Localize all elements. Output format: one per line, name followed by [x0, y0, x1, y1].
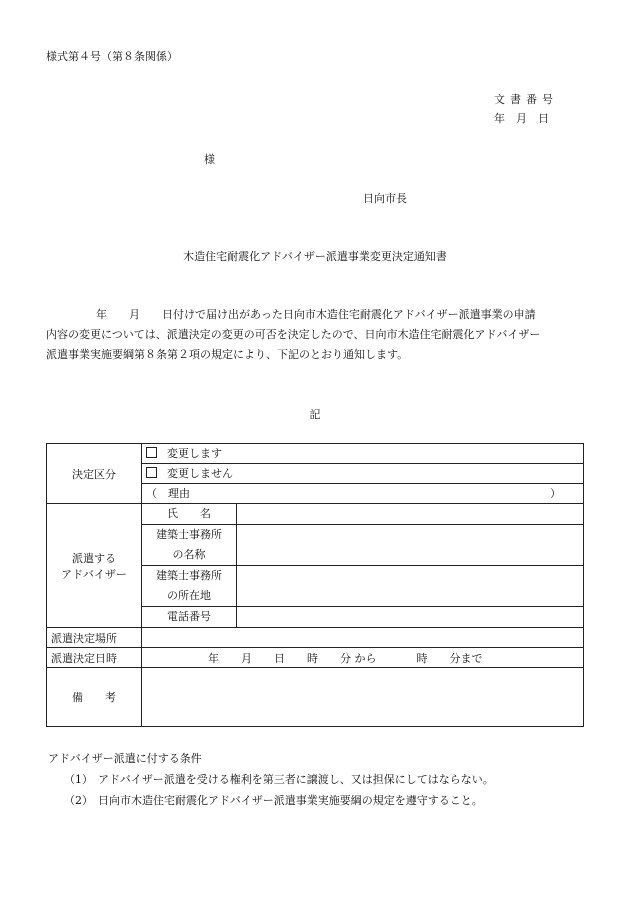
place-value[interactable]: [142, 628, 584, 648]
conditions-title: アドバイザー派遣に付する条件: [48, 752, 202, 765]
reason-close-paren: ）: [550, 487, 561, 500]
checkbox-no-change[interactable]: [146, 467, 157, 478]
reason-cell[interactable]: [142, 484, 584, 504]
option-change-label: 変更します: [167, 447, 222, 460]
office-address-line-1: 建築士事務所: [156, 569, 222, 582]
office-address-line-2: の所在地: [167, 589, 211, 602]
option-no-change-label: 変更しません: [167, 467, 233, 480]
remarks-label: 備 考: [47, 668, 142, 727]
body-paragraph: [46, 305, 586, 365]
datetime-year: 年: [208, 651, 219, 665]
datetime-minute-from: 分 から: [340, 651, 377, 665]
datetime-day: 日: [274, 651, 285, 665]
checkbox-change[interactable]: [146, 447, 157, 458]
office-name-line-1: 建築士事務所: [156, 528, 222, 541]
sender: 日向市長: [363, 192, 407, 205]
body-line-1: 年 月 日付けで届け出があった日向市木造住宅耐震化アドバイザー派遣事業の申請: [96, 308, 536, 321]
document-date-label: 年 月 日: [494, 112, 549, 125]
advisor-label-line-2: アドバイザー: [61, 567, 127, 581]
office-name-line-2: の名称: [172, 548, 206, 561]
datetime-value[interactable]: [142, 648, 584, 668]
name-value[interactable]: [237, 504, 584, 525]
condition-text: アドバイザー派遣を受ける権利を第三者に譲渡し、又は担保にしてはならない。: [98, 773, 494, 786]
decision-option-1-cell: [142, 444, 584, 464]
advisor-label-line-1: 派遣する: [72, 551, 116, 565]
decision-label: 決定区分: [47, 444, 142, 504]
body-line-3: 派遣事業実施要綱第８条第２項の規定により、下記のとおり通知します。: [46, 348, 409, 361]
phone-value[interactable]: [237, 607, 584, 628]
condition-number: （2）: [64, 794, 93, 807]
addressee: 様: [204, 153, 215, 166]
document-number-label: 文書番号: [494, 93, 558, 106]
condition-number: （1）: [64, 773, 93, 786]
datetime-hour: 時: [307, 651, 318, 665]
office-address-label: [142, 566, 237, 607]
datetime-minute-to: 分まで: [449, 651, 483, 665]
ki-heading: 記: [309, 408, 321, 421]
decision-table: [46, 443, 584, 727]
datetime-month: 月: [241, 651, 252, 665]
office-address-value[interactable]: [237, 566, 584, 607]
body-line-2: 内容の変更については、派遣決定の変更の可否を決定したので、日向市木造住宅耐震化アドバイザー: [46, 328, 541, 341]
office-name-value[interactable]: [237, 525, 584, 566]
form-number: 様式第４号（第８条関係）: [46, 50, 178, 63]
decision-option-2-cell: [142, 464, 584, 484]
advisor-label: [47, 504, 142, 628]
remarks-value[interactable]: [142, 668, 584, 727]
reason-label: （ 理由: [146, 487, 190, 500]
datetime-hour-to: 時: [416, 651, 428, 665]
office-name-label: [142, 525, 237, 566]
condition-item: [64, 792, 483, 808]
condition-text: 日向市木造住宅耐震化アドバイザー派遣事業実施要綱の規定を遵守すること。: [98, 794, 483, 807]
place-label: 派遣決定場所: [47, 628, 142, 648]
name-label: 氏 名: [142, 504, 237, 525]
condition-item: [64, 771, 494, 787]
phone-label: 電話番号: [142, 607, 237, 628]
datetime-label: 派遣決定日時: [47, 648, 142, 668]
document-title: 木造住宅耐震化アドバイザー派遣事業変更決定通知書: [183, 250, 447, 263]
